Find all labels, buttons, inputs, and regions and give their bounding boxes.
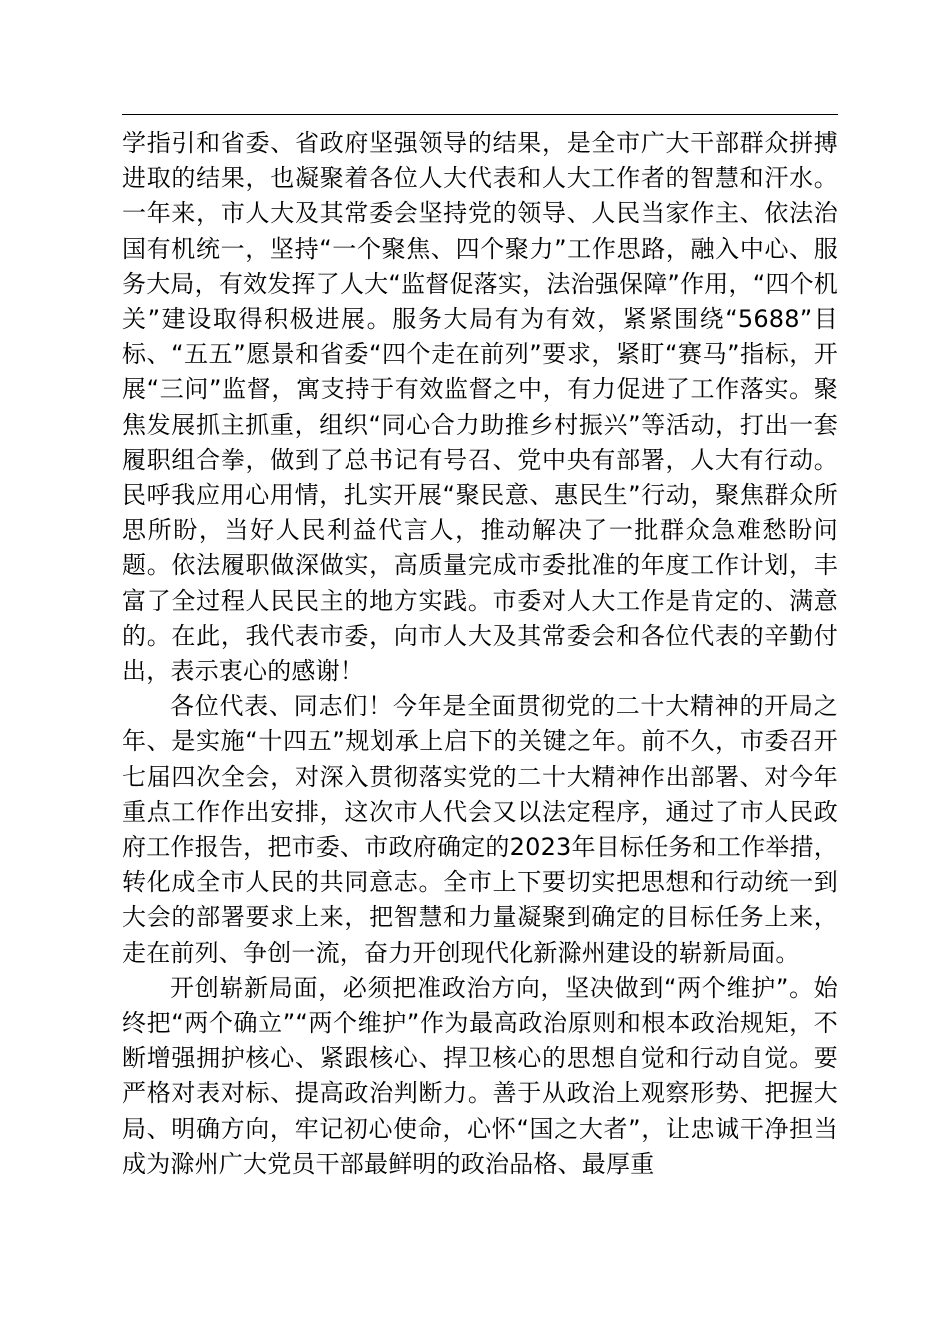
paragraph-2: 各位代表、同志们！今年是全面贯彻党的二十大精神的开局之年、是实施“十四五”规划承上启下的关键之年。前不久，市委召开七届四次全会，对深入贯彻落实党的二十大精神作出部署、对今年重点工作作出安排，这次市人代会又以法定程序，通过了市人民政府工作报告，把市委、市政府确定的2023年目标任务和工作举措，转化成全市人民的共同意志。全市上下要切实把思想和行动统一到大会的部署要求上来，把智慧和力量凝聚到确定的目标任务上来，走在前列、争创一流，奋力开创现代化新滁州建设的崭新局面。	[122, 692, 838, 967]
paragraph-3: 开创崭新局面，必须把准政治方向，坚决做到“两个维护”。始终把“两个确立”“两个维护”作为最高政治原则和根本政治规矩，不断增强拥护核心、紧跟核心、捍卫核心的思想自觉和行动自觉。要严格对表对标、提高政治判断力。善于从政治上观察形势、把握大局、明确方向，牢记初心使命，心怀“国之大者”，让忠诚干净担当成为滁州广大党员干部最鲜明的政治品格、最厚重	[122, 973, 838, 1178]
document-body	[122, 126, 838, 1182]
paragraph-1: 学指引和省委、省政府坚强领导的结果，是全市广大干部群众拼搏进取的结果，也凝聚着各位人大代表和人大工作者的智慧和汗水。一年来，市人大及其常委会坚持党的领导、人民当家作主、依法治国有机统一，坚持“一个聚焦、四个聚力”工作思路，融入中心、服务大局，有效发挥了人大“监督促落实，法治强保障”作用，“四个机关”建设取得积极进展。服务大局有为有效，紧紧围绕“5688”目标、“五五”愿景和省委“四个走在前列”要求，紧盯“赛马”指标，开展“三问”监督，寓支持于有效监督之中，有力促进了工作落实。聚焦发展抓主抓重，组织“同心合力助推乡村振兴”等活动，打出一套履职组合拳，做到了总书记有号召、党中央有部署，人大有行动。民呼我应用心用情，扎实开展“聚民意、惠民生”行动，聚焦群众所思所盼，当好人民利益代言人，推动解决了一批群众急难愁盼问题。依法履职做深做实，高质量完成市委批准的年度工作计划，丰富了全过程人民民主的地方实践。市委对人大工作是肯定的、满意的。在此，我代表市委，向市人大及其常委会和各位代表的辛勤付出，表示衷心的感谢！	[122, 129, 838, 686]
header-rule	[122, 114, 838, 115]
